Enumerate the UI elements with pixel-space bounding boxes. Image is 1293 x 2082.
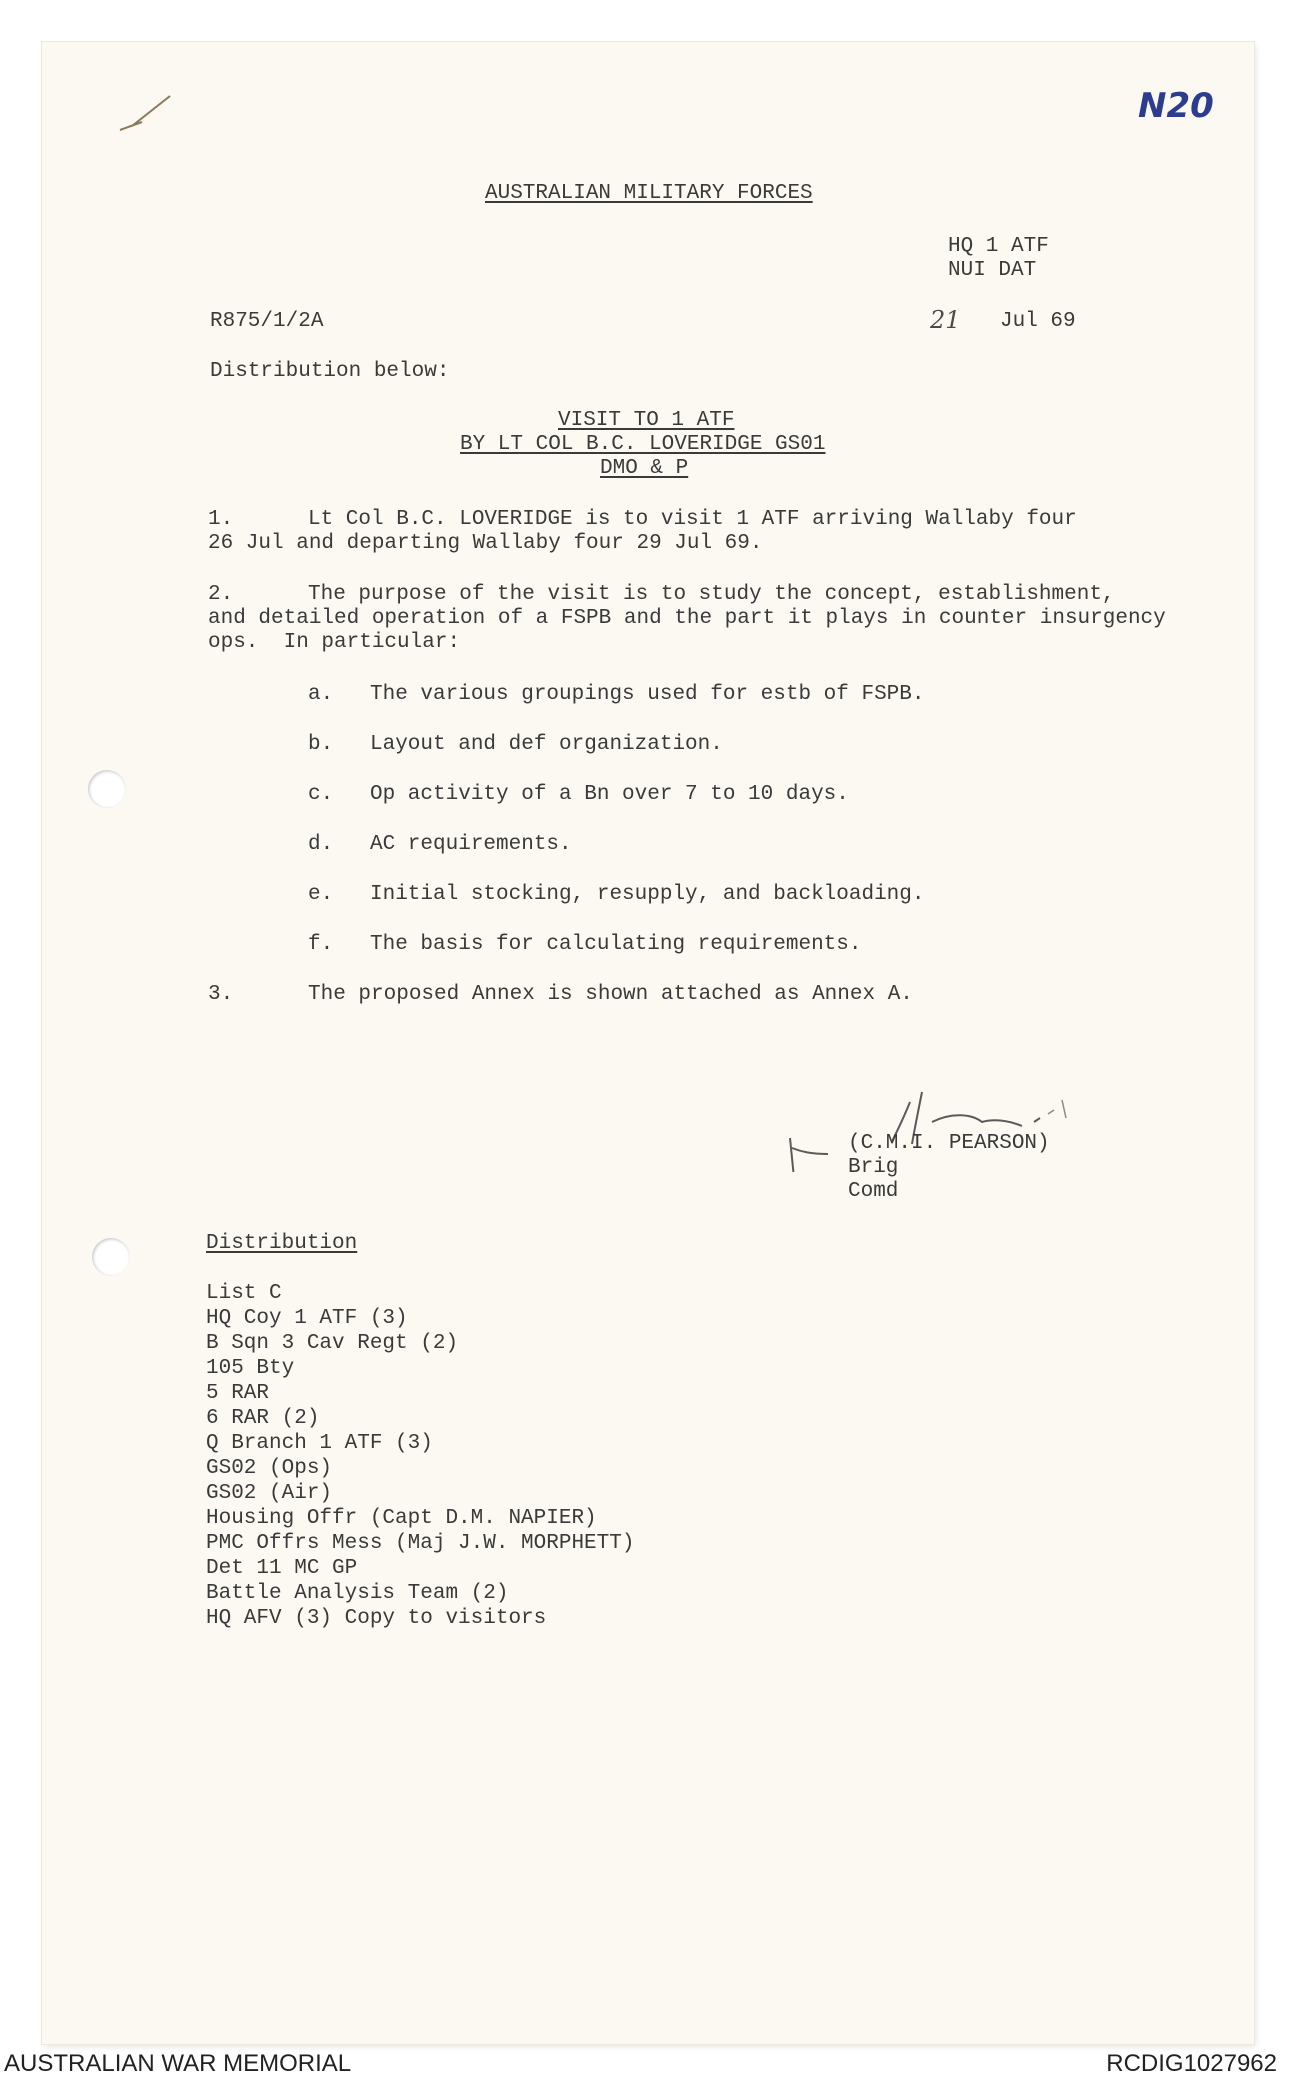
hq-line-2: NUI DAT xyxy=(948,259,1037,282)
subject-line-3: DMO & P xyxy=(600,457,689,480)
footer-archive-id: RCDIG1027962 xyxy=(1106,2050,1277,2077)
sub-item-letter: c. xyxy=(308,783,334,806)
distribution-item: GS02 (Air) xyxy=(206,1482,333,1505)
signatory-appointment: Comd xyxy=(848,1180,899,1203)
distribution-item: Housing Offr (Capt D.M. NAPIER) xyxy=(206,1507,597,1530)
handwritten-ref: N20 xyxy=(1138,86,1214,126)
para-2-number: 2. xyxy=(208,583,234,606)
handwritten-date-day: 21 xyxy=(930,306,961,334)
distribution-item: 6 RAR (2) xyxy=(206,1407,320,1430)
para-3-line-1: The proposed Annex is shown attached as Annex A. xyxy=(308,983,913,1006)
hq-line-1: HQ 1 ATF xyxy=(948,235,1049,258)
sub-item-text: Initial stocking, resupply, and backloading. xyxy=(370,883,925,906)
date-month-year: Jul 69 xyxy=(1000,310,1076,333)
sub-item-letter: e. xyxy=(308,883,334,906)
para-2-line-3: ops. In particular: xyxy=(208,631,461,654)
sub-item-letter: b. xyxy=(308,733,334,756)
distribution-item: HQ Coy 1 ATF (3) xyxy=(206,1307,408,1330)
distribution-item: B Sqn 3 Cav Regt (2) xyxy=(206,1332,459,1355)
sub-item-letter: a. xyxy=(308,683,334,706)
tick-mark-icon xyxy=(112,82,192,142)
distribution-item: List C xyxy=(206,1282,282,1305)
punch-hole xyxy=(92,1238,130,1276)
signatory-name: (C.M.I. PEARSON) xyxy=(848,1132,1050,1155)
distribution-item: Q Branch 1 ATF (3) xyxy=(206,1432,433,1455)
distribution-below: Distribution below: xyxy=(210,360,450,383)
subject-line-1: VISIT TO 1 ATF xyxy=(558,409,735,432)
distribution-heading: Distribution xyxy=(206,1232,358,1255)
sub-item-letter: f. xyxy=(308,933,334,956)
distribution-item: Det 11 MC GP xyxy=(206,1557,358,1580)
distribution-item: PMC Offrs Mess (Maj J.W. MORPHETT) xyxy=(206,1532,635,1555)
distribution-item: 105 Bty xyxy=(206,1357,295,1380)
para-2-line-1: The purpose of the visit is to study the concept, establishment, xyxy=(308,583,1115,606)
sub-item-text: Layout and def organization. xyxy=(370,733,723,756)
document-page xyxy=(42,42,1254,2044)
para-1-line-2: 26 Jul and departing Wallaby four 29 Jul 69. xyxy=(208,532,763,555)
sub-item-letter: d. xyxy=(308,833,334,856)
subject-line-2: BY LT COL B.C. LOVERIDGE GS01 xyxy=(460,433,826,456)
footer-archive-name: AUSTRALIAN WAR MEMORIAL xyxy=(4,2050,352,2077)
document-heading: AUSTRALIAN MILITARY FORCES xyxy=(485,182,813,205)
para-1-line-1: Lt Col B.C. LOVERIDGE is to visit 1 ATF arriving Wallaby four xyxy=(308,508,1077,531)
sub-item-text: The basis for calculating requirements. xyxy=(370,933,862,956)
para-1-number: 1. xyxy=(208,508,234,531)
signatory-rank: Brig xyxy=(848,1156,899,1179)
sub-item-text: AC requirements. xyxy=(370,833,572,856)
distribution-item: GS02 (Ops) xyxy=(206,1457,333,1480)
file-reference: R875/1/2A xyxy=(210,310,324,333)
distribution-item: 5 RAR xyxy=(206,1382,270,1405)
sub-item-text: The various groupings used for estb of FSPB. xyxy=(370,683,925,706)
sub-item-text: Op activity of a Bn over 7 to 10 days. xyxy=(370,783,849,806)
distribution-item: HQ AFV (3) Copy to visitors xyxy=(206,1607,547,1630)
para-3-number: 3. xyxy=(208,983,234,1006)
para-2-line-2: and detailed operation of a FSPB and the part it plays in counter insurgency xyxy=(208,607,1166,630)
distribution-item: Battle Analysis Team (2) xyxy=(206,1582,509,1605)
punch-hole xyxy=(88,770,126,808)
